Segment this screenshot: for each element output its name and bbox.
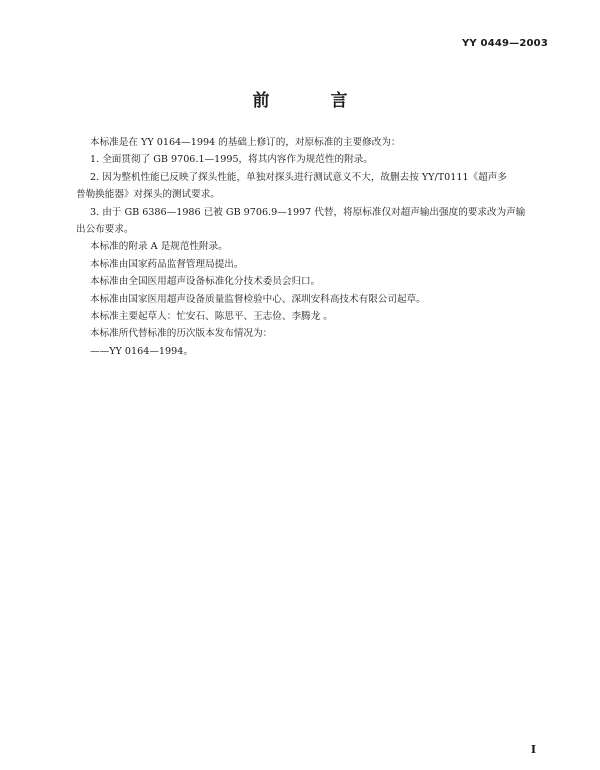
page-number: I — [530, 743, 536, 756]
paragraph-intro: 本标准是在 YY 0164—1994 的基础上修订的，对原标准的主要修改为： — [90, 137, 401, 148]
paragraph-item-3-line-2: 出公布要求。 — [76, 224, 134, 236]
paragraph-item-1: 1. 全面贯彻了 GB 9706.1—1995，将其内容作为规范性的附录。 — [90, 154, 373, 166]
paragraph-drafting-units: 本标准由国家医用超声设备质量监督检验中心、深圳安科高技术有限公司起草。 — [90, 293, 426, 305]
paragraph-drafters: 本标准主要起草人：忙安石、陈思平、王志俭、李腾龙 。 — [90, 311, 333, 323]
foreword-body — [76, 134, 552, 360]
paragraph-administrator: 本标准由全国医用超声设备标准化分技术委员会归口。 — [90, 276, 321, 288]
paragraph-history-item: ——YY 0164—1994。 — [90, 345, 193, 357]
paragraph-history-intro: 本标准所代替标准的历次版本发布情况为： — [90, 328, 273, 340]
paragraph-item-3-line-1: 3. 由于 GB 6386—1986 已被 GB 9706.9—1997 代替，将原标准仅对超声输出强度的要求改为声输 — [90, 206, 526, 218]
paragraph-proposer: 本标准由国家药品监督管理局提出。 — [90, 258, 244, 270]
page-title: 前 言 — [252, 91, 370, 111]
paragraph-annex: 本标准的附录 A 是规范性附录。 — [90, 241, 228, 253]
paragraph-item-2 — [76, 169, 552, 204]
standard-code: YY 0449—2003 — [461, 38, 548, 49]
paragraph-item-2-line-1: 2. 因为整机性能已反映了探头性能，单独对探头进行测试意义不大，故删去按 YY/T0111《超声多 — [90, 171, 507, 183]
paragraph-item-2-line-2: 普勒换能器》对探头的测试要求。 — [76, 189, 220, 201]
paragraph-item-3 — [76, 204, 552, 239]
